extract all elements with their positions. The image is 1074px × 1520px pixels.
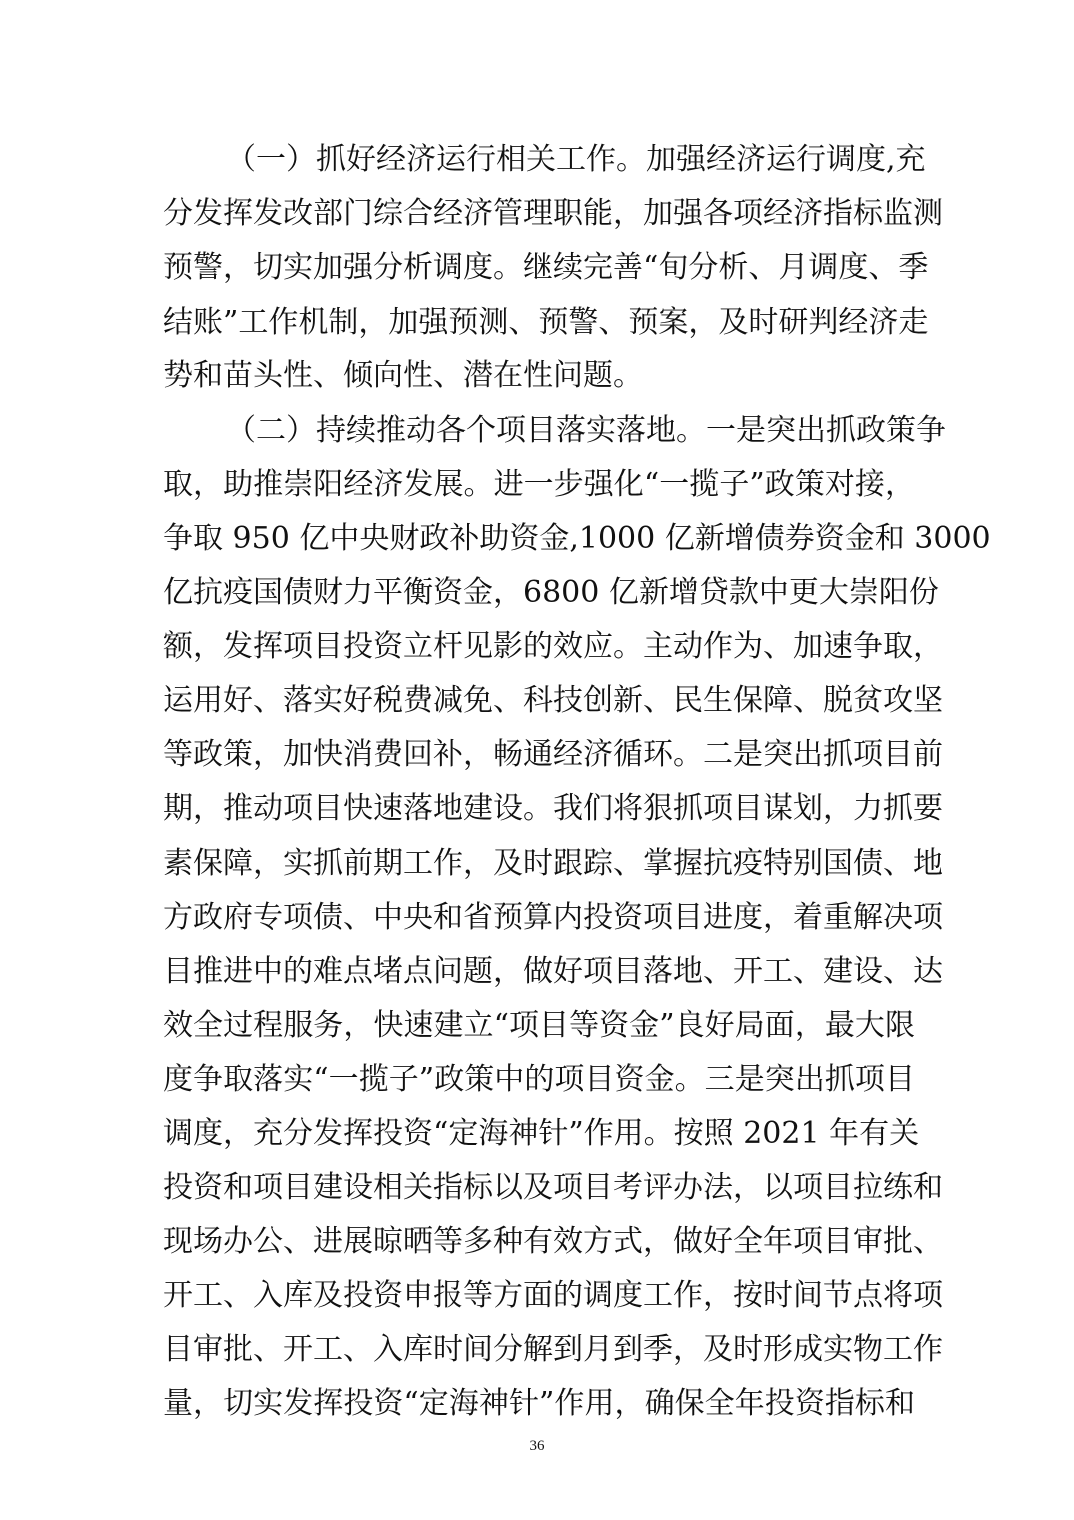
paragraph-2-line-14: 调度，充分发挥投资“定海神针”作用。按照 2021 年有关 bbox=[163, 1116, 920, 1151]
paragraph-1-line-5: 势和苗头性、倾向性、潜在性问题。 bbox=[163, 358, 643, 393]
paragraph-2-line-13: 度争取落实“一揽子”政策中的项目资金。三是突出抓项目 bbox=[163, 1062, 915, 1097]
paragraph-2-line-5: 额，发挥项目投资立杆见影的效应。主动作为、加速争取， bbox=[163, 629, 943, 664]
paragraph-2-line-10: 方政府专项债、中央和省预算内投资项目进度，着重解决项 bbox=[163, 900, 943, 935]
paragraph-2-line-7: 等政策，加快消费回补，畅通经济循环。二是突出抓项目前 bbox=[163, 737, 943, 772]
paragraph-2-line-18: 目审批、开工、入库时间分解到月到季，及时形成实物工作 bbox=[163, 1332, 943, 1367]
paragraph-2-line-12: 效全过程服务，快速建立“项目等资金”良好局面，最大限 bbox=[163, 1008, 915, 1043]
paragraph-2-line-11: 目推进中的难点堵点问题，做好项目落地、开工、建设、达 bbox=[163, 954, 943, 989]
paragraph-2-line-2: 取，助推崇阳经济发展。进一步强化“一揽子”政策对接， bbox=[163, 467, 915, 502]
paragraph-2-line-9: 素保障，实抓前期工作，及时跟踪、掌握抗疫特别国债、地 bbox=[163, 846, 943, 881]
paragraph-2-line-17: 开工、入库及投资申报等方面的调度工作，按时间节点将项 bbox=[163, 1278, 943, 1313]
paragraph-2-line-3: 争取 950 亿中央财政补助资金,1000 亿新增债券资金和 3000 bbox=[163, 521, 991, 556]
paragraph-2-line-16: 现场办公、进展晾晒等多种有效方式，做好全年项目审批、 bbox=[163, 1224, 943, 1259]
paragraph-1-line-3: 预警，切实加强分析调度。继续完善“旬分析、月调度、季 bbox=[163, 250, 929, 285]
paragraph-1-line-2: 分发挥发改部门综合经济管理职能，加强各项经济指标监测 bbox=[163, 196, 943, 231]
paragraph-2-line-6: 运用好、落实好税费减免、科技创新、民生保障、脱贫攻坚 bbox=[163, 683, 943, 718]
paragraph-2-line-8: 期，推动项目快速落地建设。我们将狠抓项目谋划，力抓要 bbox=[163, 791, 943, 826]
paragraph-2-line-4: 亿抗疫国债财力平衡资金，6800 亿新增贷款中更大崇阳份 bbox=[163, 575, 939, 610]
paragraph-1-line-1: （一）抓好经济运行相关工作。加强经济运行调度,充 bbox=[226, 142, 926, 177]
page-number: 36 bbox=[529, 1438, 545, 1454]
paragraph-2-line-19: 量，切实发挥投资“定海神针”作用，确保全年投资指标和 bbox=[163, 1386, 915, 1421]
paragraph-2-line-1: （二）持续推动各个项目落实落地。一是突出抓政策争 bbox=[226, 413, 946, 448]
paragraph-2-line-15: 投资和项目建设相关指标以及项目考评办法，以项目拉练和 bbox=[163, 1170, 943, 1205]
paragraph-1-line-4: 结账”工作机制，加强预测、预警、预案，及时研判经济走 bbox=[163, 305, 929, 340]
